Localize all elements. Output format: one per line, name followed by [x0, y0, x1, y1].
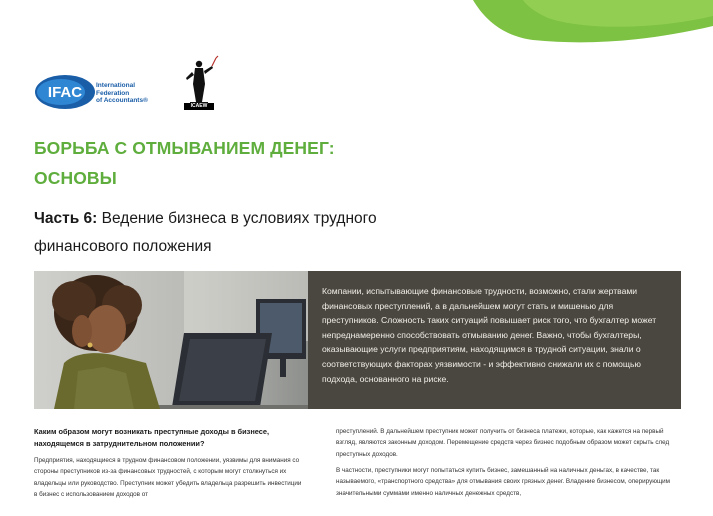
header-wave-decoration	[353, 0, 713, 48]
left-column-text: Предприятия, находящиеся в трудном финансовом положении, уязвимы для внимания со стороны преступников из-за финансовых трудностей, с которым могут столкнуться их владельцы или руководство. Преступник может убедить владельца разрешить инвестиции в бизнес с использованием доходов от	[34, 457, 302, 498]
page-title: БОРЬБА С ОТМЫВАНИЕМ ДЕНЕГ: ОСНОВЫ	[34, 138, 335, 188]
intro-box	[308, 271, 681, 409]
right-column-paragraph-2: В частности, преступники могут попытаться купить бизнес, замешанный на наличных деньгах, в качестве, так называемого, «транспортного средства» для отмывания своих грязных денег. Владение бизнесом, оперирующим значительными суммами именно наличных денежных средств,	[336, 467, 670, 497]
icaew-label: ICAEW	[184, 103, 214, 110]
ifac-logo-text: IFAC	[47, 84, 83, 101]
icaew-logo-figure	[178, 54, 220, 110]
section-question-heading: Каким образом могут возникать преступные доходы в бизнесе, находящемся в затруднительном положении?	[34, 427, 270, 448]
intro-text: Компании, испытывающие финансовые трудности, возможно, стали жертвами финансовых преступлений, а в дальнейшем могут стать и мишенью для преступников. Сложность таких ситуаций повышает риск того, что бухгалтер может непреднамеренно способствовать отмыванию денег. Важно, чтобы бухгалтеры, оказывающие услуги предприятиям, находящимся в трудной ситуации, знали о соответствующих факторах уязвимости - и эффективно снижали их с помощью подхода, основанного на риске.	[322, 286, 657, 384]
page-subtitle: Часть 6: Ведение бизнеса в условиях трудного финансового положения	[34, 210, 377, 255]
right-column-paragraph-1: преступлений. В дальнейшем преступник может получить от бизнеса платежи, которые, как кажется на первый взгляд, являются законным доходом. Перемещение средств через бизнес подобным образом может скрыть след преступных доходов.	[336, 428, 670, 458]
ifac-name: International Federation of Accountants®	[96, 82, 148, 104]
office-photo	[34, 271, 308, 409]
